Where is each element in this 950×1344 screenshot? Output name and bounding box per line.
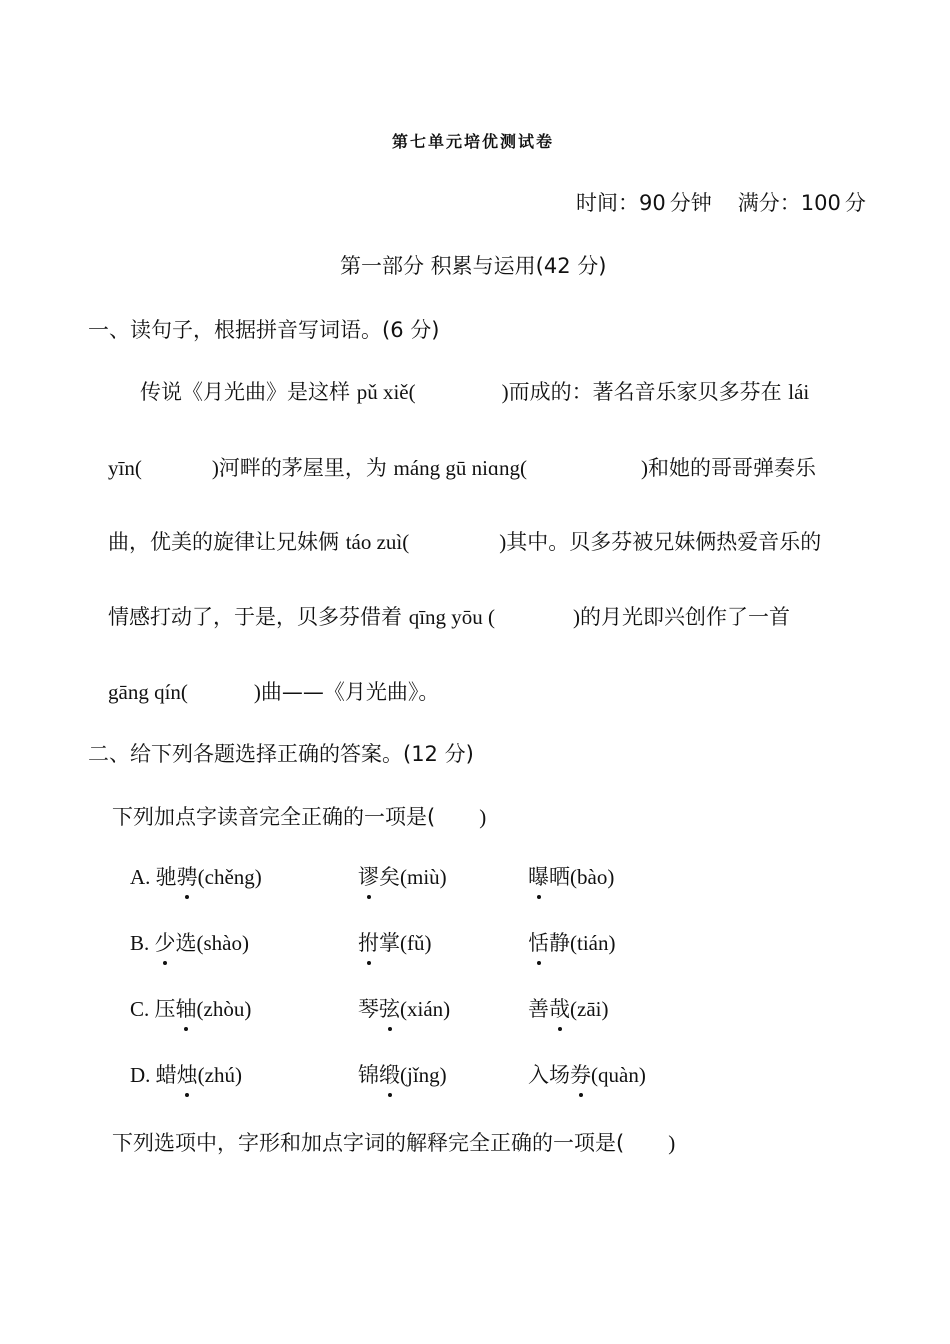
answer-paren-2[interactable] (624, 1131, 675, 1155)
q1-line-5 (108, 678, 439, 706)
option-b-word-3 (528, 929, 615, 957)
pinyin-2a: lái (788, 380, 810, 404)
q1-heading: 一、读句子，根据拼音写词语。(6 分) (88, 318, 440, 342)
q1-line-3 (108, 528, 821, 556)
option-c-word-3 (528, 995, 608, 1023)
score-value: 100 (800, 191, 841, 215)
option-d-word-1[interactable] (130, 1061, 242, 1089)
q1-text: 而成的：著名音乐家贝多芬在 (508, 380, 789, 404)
paren-close: ) (479, 805, 487, 829)
dotted-char: 少 (154, 931, 176, 955)
char: 压 (154, 997, 176, 1021)
pinyin: (quàn) (591, 1063, 646, 1087)
answer-blank-6[interactable]: ( ) (180, 680, 261, 704)
answer-blank-3[interactable]: ( ) (520, 456, 649, 480)
answer-blank-4[interactable]: ( ) (402, 530, 507, 554)
pinyin: (fǔ) (400, 931, 432, 955)
char: 晒 (549, 865, 570, 889)
char: 选 (175, 931, 197, 955)
pinyin: (tián) (570, 931, 616, 955)
option-c-word-1[interactable] (130, 995, 251, 1023)
pinyin-2b: yīn (108, 456, 135, 480)
dotted-char: 烛 (176, 1063, 198, 1087)
pinyin: (jǐng) (400, 1063, 447, 1087)
dotted-char: 恬 (528, 931, 549, 955)
pinyin: (zhú) (197, 1063, 242, 1087)
char: 掌 (379, 931, 400, 955)
q2-sub2-text: 下列选项中，字形和加点字词的解释完全正确的一项是( (112, 1131, 625, 1155)
q1-line-1 (140, 378, 809, 406)
option-a-word-2 (358, 863, 447, 891)
q1-text: 曲——《月光曲》。 (260, 680, 440, 704)
char: 琴 (358, 997, 379, 1021)
q1-text: 和她的哥哥弹奏乐 (648, 456, 817, 480)
option-b-word-2 (358, 929, 431, 957)
dotted-char: 谬 (358, 865, 379, 889)
dotted-char: 缎 (379, 1063, 400, 1087)
dotted-char: 券 (570, 1063, 591, 1087)
q2-sub1-text: 下列加点字读音完全正确的一项是( (112, 805, 436, 829)
answer-blank-5[interactable]: ( ) (482, 605, 581, 629)
char: 矣 (379, 865, 400, 889)
pinyin-3: máng gū niɑng (393, 456, 521, 480)
dotted-char: 弦 (379, 997, 400, 1021)
q1-line-2 (108, 454, 816, 482)
q1-line-4 (108, 603, 790, 631)
option-label: D. (130, 1063, 156, 1087)
pinyin: (chěng) (197, 865, 262, 889)
dotted-char: 轴 (175, 997, 197, 1021)
q2-heading: 二、给下列各题选择正确的答案。(12 分) (88, 742, 474, 766)
time-label: 时间： (576, 191, 639, 215)
q1-text: 传说《月光曲》是这样 (140, 380, 357, 404)
score-label: 满分： (737, 191, 801, 215)
q1-text: 河畔的茅屋里，为 (218, 456, 394, 480)
option-a-word-1[interactable] (130, 863, 262, 891)
pinyin-1: pǔ xiě (356, 380, 409, 404)
char: 蜡 (155, 1063, 177, 1087)
answer-paren-1[interactable] (435, 805, 486, 829)
q1-text: 的月光即兴创作了一首 (580, 605, 791, 629)
q1-text: 情感打动了，于是，贝多芬借着 (108, 605, 409, 629)
time-score-info (576, 189, 866, 217)
q1-text: 其中。贝多芬被兄妹俩热爱音乐的 (506, 530, 822, 554)
time-unit: 分钟 (669, 191, 712, 215)
part1-heading: 第一部分 积累与运用(42 分) (340, 254, 607, 278)
answer-blank-2[interactable]: ( ) (134, 456, 219, 480)
char: 善 (528, 997, 549, 1021)
option-a-word-3 (528, 863, 614, 891)
pinyin: (miù) (400, 865, 447, 889)
char: 入场 (528, 1063, 570, 1087)
option-d-word-2 (358, 1061, 447, 1089)
time-value: 90 (639, 191, 666, 215)
option-label: C. (130, 997, 155, 1021)
pinyin: (zāi) (570, 997, 609, 1021)
pinyin-4: táo zuì (345, 530, 403, 554)
pinyin: (bào) (570, 865, 615, 889)
q2-sub2 (112, 1129, 675, 1157)
dotted-char: 拊 (358, 931, 379, 955)
option-label: A. (130, 865, 156, 889)
char: 静 (549, 931, 570, 955)
exam-title: 第七单元培优测试卷 (392, 132, 555, 151)
answer-blank-1[interactable]: ( ) (408, 380, 509, 404)
char: 驰 (155, 865, 177, 889)
dotted-char: 曝 (528, 865, 549, 889)
dotted-char: 哉 (549, 997, 570, 1021)
score-unit: 分 (844, 191, 866, 215)
option-b-word-1[interactable] (130, 929, 249, 957)
q1-text: 曲，优美的旋律让兄妹俩 (108, 530, 346, 554)
char: 锦 (358, 1063, 379, 1087)
option-c-word-2 (358, 995, 450, 1023)
pinyin: (shào) (196, 931, 249, 955)
pinyin-5: qīng yōu (408, 605, 483, 629)
option-label: B. (130, 931, 155, 955)
q2-sub1 (112, 803, 486, 831)
pinyin: (xián) (400, 997, 451, 1021)
pinyin-6: gāng qín (108, 680, 181, 704)
paren-close: ) (668, 1131, 676, 1155)
option-d-word-3 (528, 1061, 646, 1089)
dotted-char: 骋 (176, 865, 198, 889)
pinyin: (zhòu) (196, 997, 252, 1021)
